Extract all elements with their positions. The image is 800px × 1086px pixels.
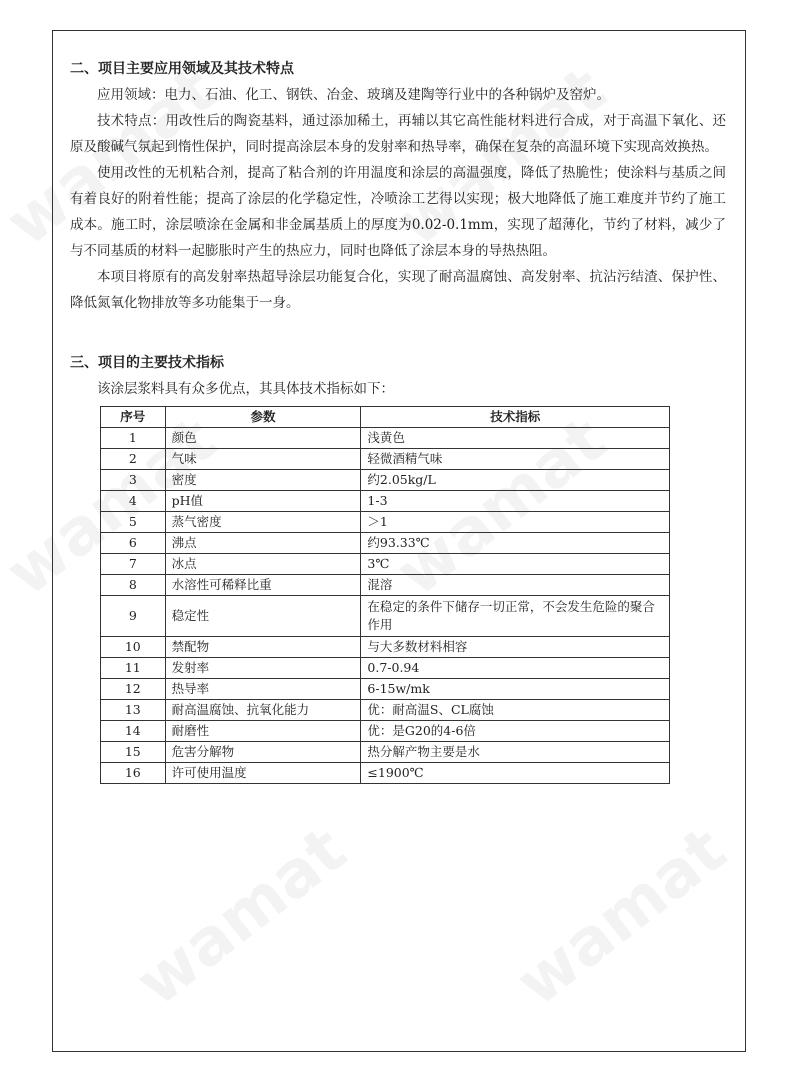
header-spec: 技术指标	[361, 407, 670, 428]
paragraph: 使用改性的无机粘合剂，提高了粘合剂的许用温度和涂层的高温强度，降低了热脆性；使涂料与基质之间有着良好的附着性能；提高了涂层的化学稳定性，冷喷涂工艺得以实现；极大地降低了施工难度并节约了施工成本。施工时，涂层喷涂在金属和非金属基质上的厚度为0.02-0.1mm，实现了超薄化，节约了材料，减少了与不同基质的材料一起膨胀时产生的热应力，同时也降低了涂层本身的导热热阻。	[70, 165, 726, 259]
cell-param: 沸点	[165, 533, 361, 554]
cell-param: 蒸气密度	[165, 512, 361, 533]
table-row	[101, 428, 670, 449]
cell-param: 危害分解物	[165, 742, 361, 763]
cell-no: 14	[101, 721, 166, 742]
cell-no: 7	[101, 554, 166, 575]
cell-spec: 3℃	[361, 554, 670, 575]
cell-spec: 与大多数材料相容	[361, 637, 670, 658]
cell-param: 耐高温腐蚀、抗氧化能力	[165, 700, 361, 721]
cell-spec: 6-15w/mk	[361, 679, 670, 700]
cell-no: 5	[101, 512, 166, 533]
table-row	[101, 491, 670, 512]
cell-no: 13	[101, 700, 166, 721]
cell-param: 冰点	[165, 554, 361, 575]
cell-param: 禁配物	[165, 637, 361, 658]
cell-no: 2	[101, 449, 166, 470]
table-row	[101, 658, 670, 679]
cell-spec: 混溶	[361, 575, 670, 596]
cell-param: 热导率	[165, 679, 361, 700]
cell-no: 3	[101, 470, 166, 491]
table-row	[101, 596, 670, 637]
cell-spec: 约93.33℃	[361, 533, 670, 554]
table-row	[101, 533, 670, 554]
table-row	[101, 742, 670, 763]
cell-no: 15	[101, 742, 166, 763]
header-param: 参数	[165, 407, 361, 428]
cell-no: 8	[101, 575, 166, 596]
cell-param: 水溶性可稀释比重	[165, 575, 361, 596]
cell-spec: ＞1	[361, 512, 670, 533]
cell-param: pH值	[165, 491, 361, 512]
cell-param: 颜色	[165, 428, 361, 449]
document-body	[70, 56, 726, 784]
cell-param: 许可使用温度	[165, 763, 361, 784]
cell-spec: 1-3	[361, 491, 670, 512]
cell-spec: 优：耐高温S、CL腐蚀	[361, 700, 670, 721]
cell-no: 10	[101, 637, 166, 658]
cell-no: 4	[101, 491, 166, 512]
cell-no: 16	[101, 763, 166, 784]
paragraph: 技术特点：用改性后的陶瓷基料，通过添加稀土，再辅以其它高性能材料进行合成，对于高温下氧化、还原及酸碱气氛起到惰性保护，同时提高涂层本身的发射率和热导率，确保在复杂的高温环境下实现高效换热。	[70, 113, 726, 155]
section-2-heading: 二、项目主要应用领域及其技术特点	[70, 61, 294, 77]
table-row	[101, 721, 670, 742]
table-row	[101, 554, 670, 575]
cell-spec: 约2.05kg/L	[361, 470, 670, 491]
cell-param: 耐磨性	[165, 721, 361, 742]
table-row	[101, 512, 670, 533]
table-row	[101, 470, 670, 491]
table-row	[101, 763, 670, 784]
cell-param: 稳定性	[165, 596, 361, 637]
table-row	[101, 637, 670, 658]
cell-spec: 浅黄色	[361, 428, 670, 449]
paragraph: 应用领域：电力、石油、化工、钢铁、冶金、玻璃及建陶等行业中的各种锅炉及窑炉。	[97, 87, 610, 103]
table-row	[101, 700, 670, 721]
cell-param: 气味	[165, 449, 361, 470]
cell-no: 1	[101, 428, 166, 449]
cell-spec: ≤1900℃	[361, 763, 670, 784]
cell-spec: 优：是G20的4-6倍	[361, 721, 670, 742]
cell-spec: 在稳定的条件下储存一切正常，不会发生危险的聚合作用	[361, 596, 670, 637]
tech-spec-table	[100, 406, 670, 784]
cell-spec: 热分解产物主要是水	[361, 742, 670, 763]
table-row	[101, 679, 670, 700]
cell-no: 12	[101, 679, 166, 700]
section-3-heading: 三、项目的主要技术指标	[70, 355, 224, 371]
table-row	[101, 449, 670, 470]
table-row	[101, 575, 670, 596]
table-intro: 该涂层浆料具有众多优点，其具体技术指标如下：	[97, 381, 394, 397]
paragraph: 本项目将原有的高发射率热超导涂层功能复合化，实现了耐高温腐蚀、高发射率、抗沾污结渣、保护性、降低氮氧化物排放等多功能集于一身。	[70, 269, 726, 311]
cell-spec: 0.7-0.94	[361, 658, 670, 679]
cell-no: 6	[101, 533, 166, 554]
cell-param: 发射率	[165, 658, 361, 679]
header-no: 序号	[101, 407, 166, 428]
cell-spec: 轻微酒精气味	[361, 449, 670, 470]
cell-no: 11	[101, 658, 166, 679]
table-header-row	[101, 407, 670, 428]
cell-param: 密度	[165, 470, 361, 491]
cell-no: 9	[101, 596, 166, 637]
